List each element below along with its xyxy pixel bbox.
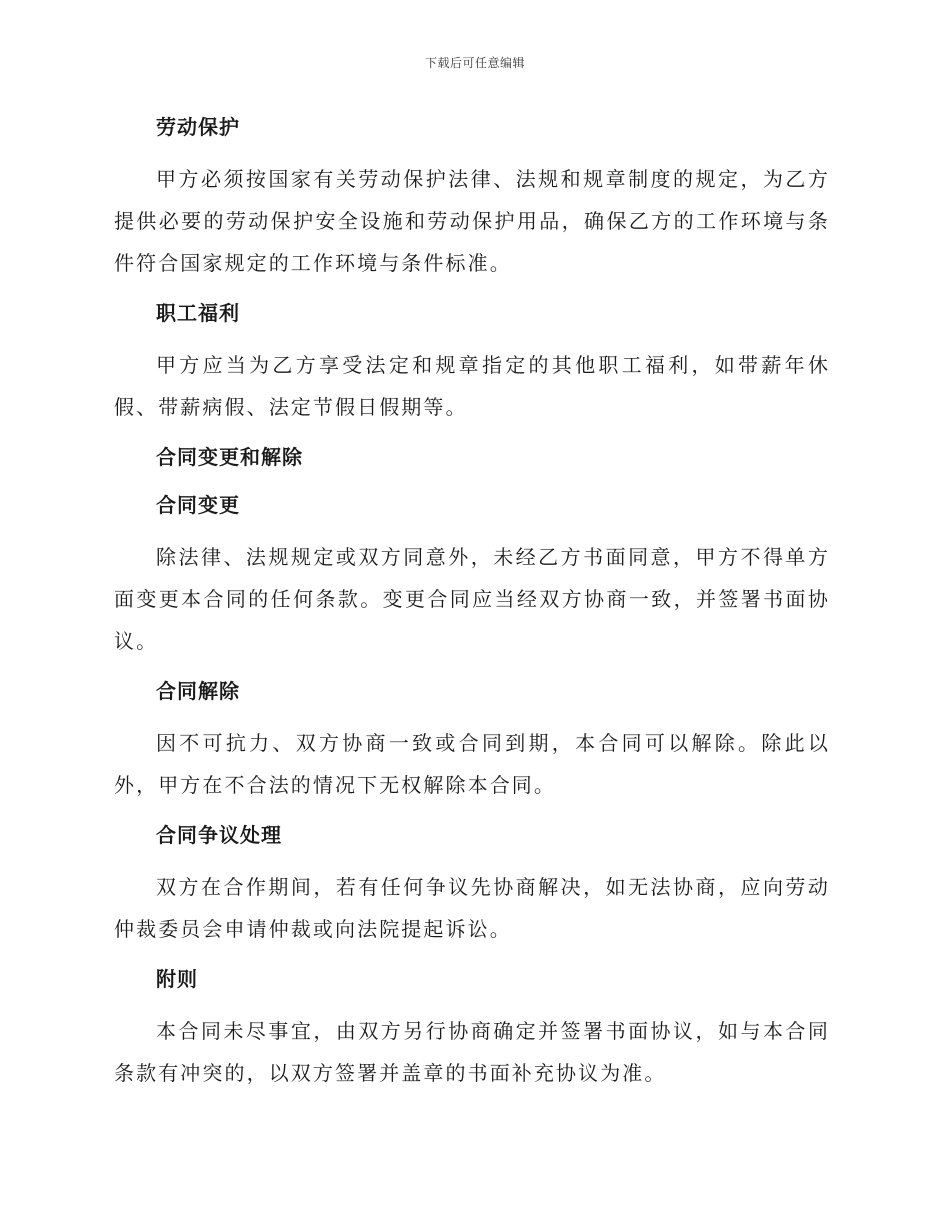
paragraph-contract-termination: 因不可抗力、双方协商一致或合同到期，本合同可以解除。除此以外，甲方在不合法的情况下无权解除本合同。 (114, 731, 830, 797)
section-heading-dispute-resolution: 合同争议处理 (156, 823, 282, 847)
paragraph-labor-protection: 甲方必须按国家有关劳动保护法律、法规和规章制度的规定，为乙方提供必要的劳动保护安全设施和劳动保护用品，确保乙方的工作环境与条件符合国家规定的工作环境与条件标准。 (114, 167, 830, 275)
section-heading-contract-change-termination: 合同变更和解除 (156, 445, 303, 469)
section-heading-contract-change: 合同变更 (156, 493, 240, 517)
paragraph-dispute-resolution: 双方在合作期间，若有任何争议先协商解决，如无法协商，应向劳动仲裁委员会申请仲裁或向法院提起诉讼。 (114, 875, 830, 941)
section-heading-contract-termination: 合同解除 (156, 679, 240, 703)
section-heading-labor-protection: 劳动保护 (156, 115, 240, 139)
page-header: 下载后可任意编辑 (424, 56, 525, 70)
document-body (114, 110, 830, 1106)
paragraph-contract-change: 除法律、法规规定或双方同意外，未经乙方书面同意，甲方不得单方面变更本合同的任何条款。变更合同应当经双方协商一致，并签署书面协议。 (114, 545, 830, 653)
paragraph-employee-welfare: 甲方应当为乙方享受法定和规章指定的其他职工福利，如带薪年休假、带薪病假、法定节假日假期等。 (114, 353, 830, 419)
section-heading-employee-welfare: 职工福利 (156, 301, 240, 325)
section-heading-supplementary-provisions: 附则 (156, 967, 198, 991)
paragraph-supplementary-provisions: 本合同未尽事宜，由双方另行协商确定并签署书面协议，如与本合同条款有冲突的，以双方签署并盖章的书面补充协议为准。 (114, 1019, 830, 1085)
